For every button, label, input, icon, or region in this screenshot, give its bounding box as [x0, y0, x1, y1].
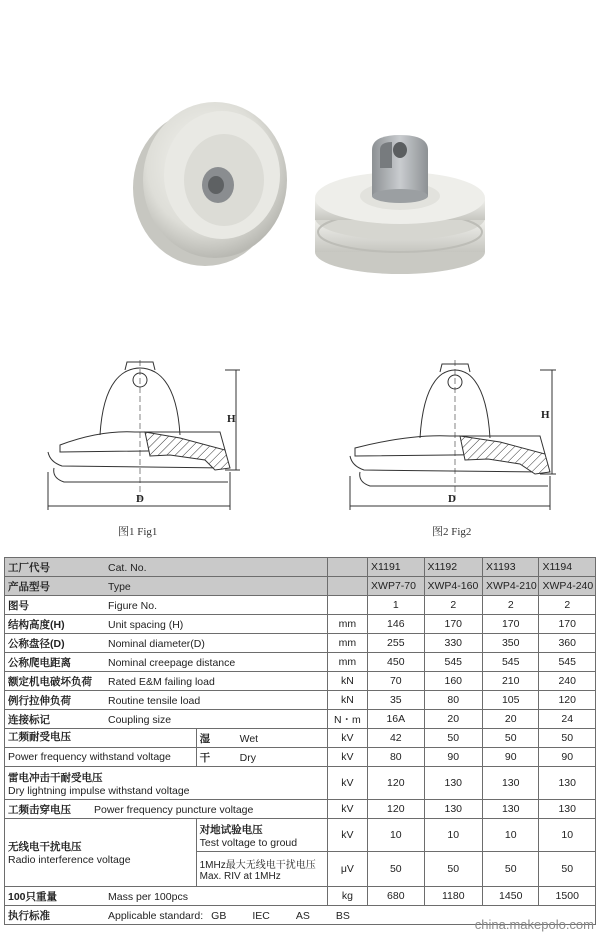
value-cell: 35	[368, 691, 424, 710]
watermark: china.makepolo.com	[474, 917, 594, 932]
mass-en: Mass per 100pcs	[108, 890, 188, 903]
riv-test-label	[196, 819, 327, 852]
value-cell: XWP4-160	[424, 577, 482, 596]
row-unit	[327, 596, 367, 615]
value-cell: 50	[483, 729, 539, 748]
standard-zh: 执行标准	[8, 909, 50, 922]
fig1-dim-h: H	[227, 413, 236, 425]
row-label	[5, 558, 328, 577]
standard-item: GB	[211, 909, 227, 922]
fig1-dim-d: D	[136, 493, 144, 505]
value-cell: 2	[539, 596, 596, 615]
row-unit: μV	[327, 852, 367, 887]
row-label-zh: 公称爬电距离	[8, 656, 71, 669]
value-cell: 90	[539, 748, 596, 767]
row-label	[5, 691, 328, 710]
row-label	[5, 653, 328, 672]
insulator-photo-right	[315, 135, 485, 274]
value-cell: 170	[424, 615, 482, 634]
riv-max-label	[196, 852, 327, 887]
pf-dry-label	[196, 748, 327, 767]
row-label-zh: 连接标记	[8, 713, 50, 726]
value-cell: X1193	[483, 558, 539, 577]
value-cell: XWP4-240	[539, 577, 596, 596]
value-cell: 1180	[424, 887, 482, 906]
pf-dry-zh: 干	[199, 751, 211, 764]
spec-table	[4, 557, 596, 925]
row-label	[5, 615, 328, 634]
table-row	[5, 691, 596, 710]
value-cell: 130	[483, 767, 539, 800]
row-unit: kN	[327, 672, 367, 691]
value-cell: 2	[483, 596, 539, 615]
lightning-label	[5, 767, 328, 800]
mass-zh: 100只重量	[8, 890, 58, 903]
value-cell: 120	[368, 767, 424, 800]
value-cell: 80	[424, 691, 482, 710]
row-label-en: Unit spacing (H)	[108, 618, 184, 631]
value-cell: 210	[483, 672, 539, 691]
row-label-en: Routine tensile load	[108, 694, 201, 707]
row-unit	[327, 558, 367, 577]
row-unit: kV	[327, 767, 367, 800]
value-cell: 50	[483, 852, 539, 887]
lightning-zh: 雷电冲击干耐受电压	[8, 771, 103, 784]
standard-item: BS	[335, 909, 350, 922]
row-unit: N・m	[327, 710, 367, 729]
riv-max-en: Max. RIV at 1MHz	[199, 871, 281, 882]
value-cell: 20	[424, 710, 482, 729]
value-cell: 10	[424, 819, 482, 852]
table-row	[5, 672, 596, 691]
pf-withstand-en: Power frequency withstand voltage	[5, 748, 197, 767]
table-row	[5, 615, 596, 634]
value-cell: X1191	[368, 558, 424, 577]
value-cell: 130	[424, 767, 482, 800]
value-cell: 170	[539, 615, 596, 634]
row-unit: mm	[327, 615, 367, 634]
value-cell: 50	[424, 729, 482, 748]
row-label-zh: 工厂代号	[8, 561, 50, 574]
row-label-zh: 结构高度(H)	[8, 618, 65, 631]
pf-withstand-label	[5, 729, 197, 748]
value-cell: 130	[539, 800, 596, 819]
table-row	[5, 800, 596, 819]
row-unit	[327, 577, 367, 596]
pf-withstand-zh: 工频耐受电压	[8, 731, 71, 743]
table-row	[5, 887, 596, 906]
value-cell: 146	[368, 615, 424, 634]
row-label-zh: 图号	[8, 599, 29, 612]
row-label-zh: 额定机电破坏负荷	[8, 675, 92, 688]
value-cell: 130	[424, 800, 482, 819]
row-label-en: Type	[108, 580, 131, 593]
table-row	[5, 596, 596, 615]
standard-item: AS	[295, 909, 310, 922]
standard-item: IEC	[252, 909, 270, 922]
row-label	[5, 634, 328, 653]
value-cell: X1194	[539, 558, 596, 577]
row-unit: kV	[327, 819, 367, 852]
table-row	[5, 767, 596, 800]
lightning-en: Dry lightning impulse withstand voltage	[8, 784, 190, 797]
riv-label	[5, 819, 197, 887]
row-label	[5, 710, 328, 729]
value-cell: 50	[539, 852, 596, 887]
value-cell: 105	[483, 691, 539, 710]
row-unit: mm	[327, 634, 367, 653]
row-unit: kg	[327, 887, 367, 906]
value-cell: 10	[368, 819, 424, 852]
row-unit: mm	[327, 653, 367, 672]
value-cell: 90	[483, 748, 539, 767]
row-label-en: Figure No.	[108, 599, 158, 612]
value-cell: 2	[424, 596, 482, 615]
value-cell: 50	[368, 852, 424, 887]
value-cell: 545	[539, 653, 596, 672]
puncture-zh: 工频击穿电压	[8, 803, 71, 816]
pf-wet-zh: 湿	[199, 732, 211, 745]
value-cell: 680	[368, 887, 424, 906]
row-label-zh: 产品型号	[8, 580, 50, 593]
row-unit: kV	[327, 729, 367, 748]
table-row	[5, 634, 596, 653]
value-cell: 50	[539, 729, 596, 748]
puncture-label	[5, 800, 328, 819]
value-cell: 1450	[483, 887, 539, 906]
value-cell: 255	[368, 634, 424, 653]
value-cell: 330	[424, 634, 482, 653]
mass-label	[5, 887, 328, 906]
value-cell: 360	[539, 634, 596, 653]
value-cell: 10	[539, 819, 596, 852]
insulator-photo-left	[133, 102, 287, 266]
row-label-en: Coupling size	[108, 713, 172, 726]
value-cell: 170	[483, 615, 539, 634]
row-label-zh: 公称盘径(D)	[8, 637, 65, 650]
value-cell: 42	[368, 729, 424, 748]
riv-en: Radio interference voltage	[8, 854, 131, 866]
table-row	[5, 558, 596, 577]
figure-1-drawing	[48, 360, 240, 510]
value-cell: 10	[483, 819, 539, 852]
riv-zh: 无线电干扰电压	[8, 841, 82, 853]
value-cell: 50	[424, 852, 482, 887]
value-cell: 130	[483, 800, 539, 819]
row-label	[5, 577, 328, 596]
technical-drawings	[0, 350, 600, 550]
row-unit: kN	[327, 691, 367, 710]
figure-2-drawing	[350, 360, 556, 510]
fig2-dim-d: D	[448, 493, 456, 505]
riv-test-zh: 对地试验电压	[199, 823, 263, 836]
table-row	[5, 653, 596, 672]
value-cell: 1500	[539, 887, 596, 906]
table-row	[5, 748, 596, 767]
value-cell: XWP7-70	[368, 577, 424, 596]
row-label-zh: 例行拉伸负荷	[8, 694, 71, 707]
value-cell: 545	[483, 653, 539, 672]
table-row	[5, 729, 596, 748]
riv-test-en: Test voltage to groud	[199, 836, 298, 849]
value-cell: 20	[483, 710, 539, 729]
value-cell: 350	[483, 634, 539, 653]
value-cell: 70	[368, 672, 424, 691]
value-cell: 90	[424, 748, 482, 767]
value-cell: 1	[368, 596, 424, 615]
standard-en: Applicable standard:	[108, 909, 204, 922]
value-cell: 120	[539, 691, 596, 710]
value-cell: 16A	[368, 710, 424, 729]
value-cell: 450	[368, 653, 424, 672]
value-cell: 240	[539, 672, 596, 691]
fig2-caption: 图2 Fig2	[432, 526, 472, 538]
fig1-caption: 图1 Fig1	[118, 526, 158, 538]
table-row	[5, 710, 596, 729]
pf-wet-en: Wet	[239, 732, 259, 745]
value-cell: 80	[368, 748, 424, 767]
value-cell: 130	[539, 767, 596, 800]
row-label-en: Nominal diameter(D)	[108, 637, 205, 650]
product-photo	[0, 0, 600, 290]
row-unit: kV	[327, 748, 367, 767]
value-cell: 120	[368, 800, 424, 819]
pf-dry-en: Dry	[239, 751, 256, 764]
value-cell: X1192	[424, 558, 482, 577]
table-row	[5, 577, 596, 596]
row-label-en: Cat. No.	[108, 561, 147, 574]
value-cell: 24	[539, 710, 596, 729]
value-cell: 545	[424, 653, 482, 672]
row-label	[5, 672, 328, 691]
row-label-en: Rated E&M failing load	[108, 675, 215, 688]
pf-wet-label	[196, 729, 327, 748]
puncture-en: Power frequency puncture voltage	[94, 803, 254, 816]
fig2-dim-h: H	[541, 409, 550, 421]
row-unit: kV	[327, 800, 367, 819]
value-cell: XWP4-210	[483, 577, 539, 596]
table-row	[5, 819, 596, 852]
riv-max-zh: 1MHz最大无线电干扰电压	[199, 860, 316, 871]
value-cell: 160	[424, 672, 482, 691]
row-label-en: Nominal creepage distance	[108, 656, 236, 669]
row-label	[5, 596, 328, 615]
